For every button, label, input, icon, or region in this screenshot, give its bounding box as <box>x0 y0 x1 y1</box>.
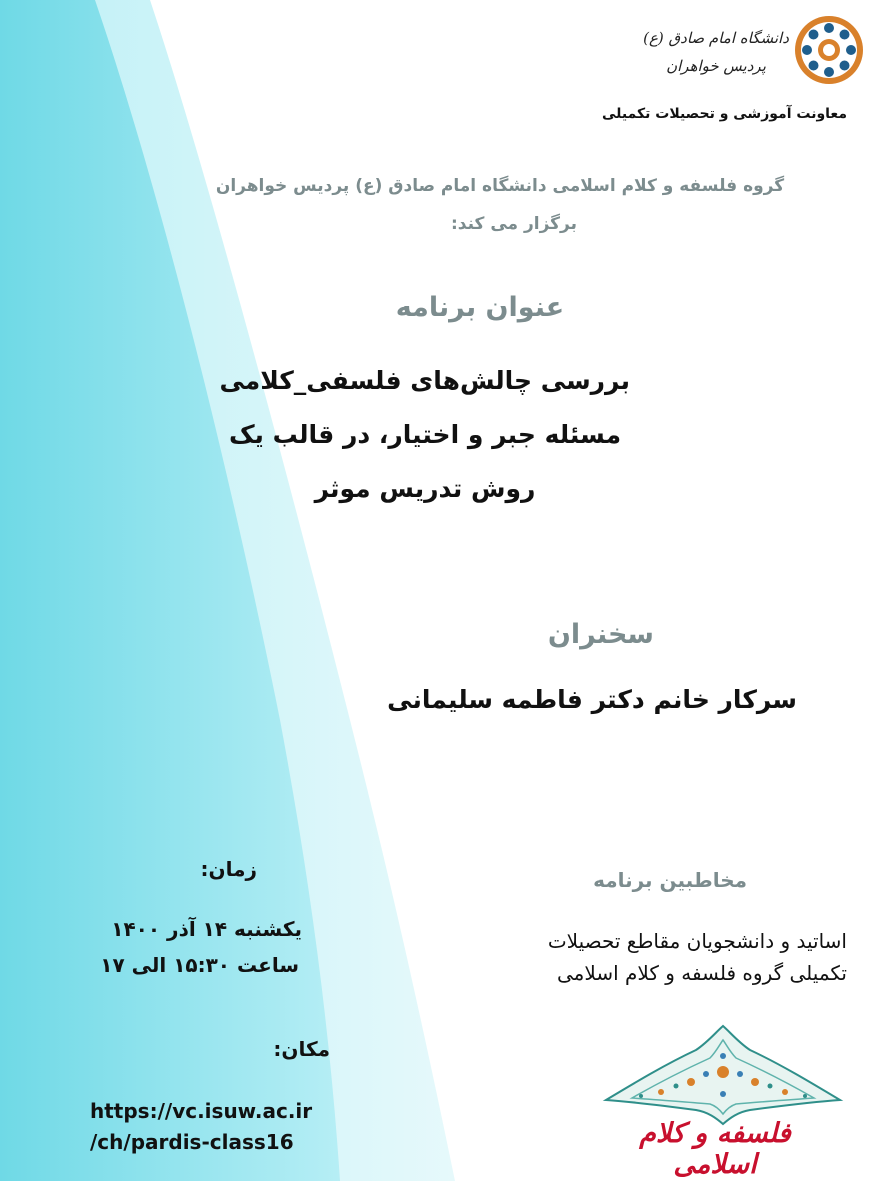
deputy-title: معاونت آموزشی و تحصیلات تکمیلی <box>602 106 847 122</box>
organizer-line1: گروه فلسفه و کلام اسلامی دانشگاه امام صادق (ع) پردیس خواهران <box>215 176 785 196</box>
program-title-line1: بررسی چالش‌های فلسفی_کلامی <box>219 366 630 395</box>
location-url-line1[interactable]: https://vc.isuw.ac.ir <box>90 1099 313 1123</box>
organizer-line2: برگزار می کند: <box>450 214 577 234</box>
audience-line2: تکمیلی گروه فلسفه و کلام اسلامی <box>557 961 847 985</box>
audience-line1: اساتید و دانشجویان مقاطع تحصیلات <box>547 929 847 953</box>
speaker-heading: سخنران <box>547 619 654 650</box>
audience-heading: مخاطبین برنامه <box>593 868 747 892</box>
location-heading: مکان: <box>273 1037 330 1061</box>
location-url-line2[interactable]: /ch/pardis-class16 <box>90 1130 294 1154</box>
ornament-arch-icon <box>596 1022 850 1132</box>
university-seal-logo <box>793 14 865 86</box>
time-hours: ساعت ۱۵:۳۰ الی ۱۷ <box>100 953 299 977</box>
time-date: یکشنبه ۱۴ آذر ۱۴۰۰ <box>111 917 302 941</box>
program-title-line2: مسئله جبر و اختیار، در قالب یک <box>228 420 622 449</box>
speaker-name: سرکار خانم دکتر فاطمه سلیمانی <box>387 685 797 714</box>
university-name-line2: پردیس خواهران <box>666 57 766 75</box>
program-title-line3: روش تدریس موثر <box>314 474 536 503</box>
philosophy-calligraphy-logo: فلسفه و کلام اسلامی <box>639 1118 791 1180</box>
program-heading: عنوان برنامه <box>395 292 565 323</box>
time-heading: زمان: <box>200 857 257 881</box>
university-name-line1: دانشگاه امام صادق (ع) <box>643 29 789 47</box>
university-name <box>640 24 792 80</box>
